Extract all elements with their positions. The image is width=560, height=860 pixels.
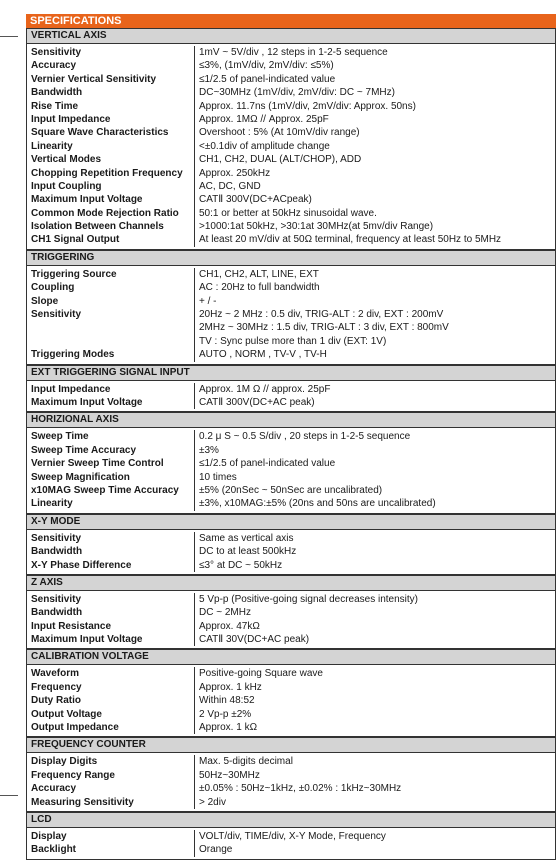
spec-value: ≤1/2.5 of panel-indicated value (199, 458, 336, 470)
section-body (27, 665, 555, 736)
spec-value: Approx. 250kHz (199, 167, 271, 179)
spec-label: Input Impedance (31, 113, 111, 125)
spec-label: Display (31, 830, 67, 842)
spec-label: Sweep Magnification (31, 471, 130, 483)
spec-label: Coupling (31, 282, 75, 294)
spec-value: Approx. 11.7ns (1mV/div, 2mV/div: Approx. 50ns) (199, 100, 416, 112)
spec-value: Within 48:52 (199, 695, 255, 707)
value-column (195, 667, 555, 734)
spec-sections (26, 28, 556, 860)
spec-label: Measuring Sensitivity (31, 796, 134, 808)
spec-value: 2 Vp-p ±2% (199, 708, 252, 720)
spec-label: Bandwidth (31, 607, 83, 619)
spec-value: DC to at least 500kHz (199, 546, 297, 558)
spec-value: 5 Vp-p (Positive-going signal decreases intensity) (199, 593, 418, 605)
spec-value: 0.2 μ S ~ 0.5 S/div , 20 steps in 1-2-5 sequence (199, 431, 411, 443)
label-column (27, 268, 195, 362)
spec-value: AUTO , NORM , TV-V , TV-H (199, 349, 327, 361)
spec-value: CH1, CH2, ALT, LINE, EXT (199, 268, 319, 280)
section-body (27, 591, 555, 649)
spec-label: x10MAG Sweep Time Accuracy (31, 484, 179, 496)
spec-section (26, 250, 556, 365)
spec-value: VOLT/div, TIME/div, X-Y Mode, Frequency (199, 830, 386, 842)
spec-value: Max. 5-digits decimal (199, 756, 293, 768)
spec-value: ≤1/2.5 of panel-indicated value (199, 73, 336, 85)
section-body (27, 428, 555, 512)
value-column (195, 830, 555, 857)
section-heading: EXT TRIGGERING SIGNAL INPUT (27, 365, 555, 381)
spec-label (31, 321, 194, 334)
value-column (195, 383, 555, 410)
spec-value: AC : 20Hz to full bandwidth (199, 282, 320, 294)
label-column (27, 532, 195, 572)
spec-label: Duty Ratio (31, 695, 81, 707)
spec-label: Chopping Repetition Frequency (31, 167, 183, 179)
spec-value: CATⅡ 300V(DC+ACpeak) (199, 194, 312, 206)
spec-label: Accuracy (31, 60, 77, 72)
section-heading: TRIGGERING (27, 250, 555, 266)
spec-label: Backlight (31, 844, 77, 856)
label-column (27, 430, 195, 510)
spec-label: Vernier Sweep Time Control (31, 458, 164, 470)
spec-value: Approx. 1M Ω // approx. 25pF (199, 383, 331, 395)
spec-label: X-Y Phase Difference (31, 559, 132, 571)
spec-value: Orange (199, 844, 233, 856)
label-column (27, 667, 195, 734)
spec-label: Output Voltage (31, 708, 102, 720)
spec-value: CATⅡ 300V(DC+AC peak) (199, 396, 315, 408)
spec-value: At least 20 mV/div at 50Ω terminal, frequency at least 50Hz to 5MHz (199, 234, 502, 246)
spec-label: Maximum Input Voltage (31, 194, 143, 206)
spec-label: Linearity (31, 140, 73, 152)
spec-value: 50Hz~30MHz (199, 769, 260, 781)
spec-value: Approx. 1 kΩ (199, 722, 258, 734)
section-heading: HORIZIONAL AXIS (27, 412, 555, 428)
spec-label: Slope (31, 295, 59, 307)
spec-section (26, 28, 556, 250)
spec-value: Same as vertical axis (199, 532, 294, 544)
value-column (195, 46, 555, 247)
spec-value: ≤3%, (1mV/div, 2mV/div: ≤5%) (199, 60, 334, 72)
spec-value: + / - (199, 295, 217, 307)
spec-label: Maximum Input Voltage (31, 396, 143, 408)
label-column (27, 46, 195, 247)
section-heading: X-Y MODE (27, 514, 555, 530)
spec-value: ≤3° at DC ~ 50kHz (199, 559, 283, 571)
spec-value: CATⅡ 30V(DC+AC peak) (199, 634, 310, 646)
spec-label: CH1 Signal Output (31, 234, 120, 246)
spec-label: Waveform (31, 668, 79, 680)
spec-value: ±3% (199, 444, 219, 456)
spec-label: Sensitivity (31, 309, 82, 321)
spec-section (26, 649, 556, 737)
spec-label: Common Mode Rejection Ratio (31, 207, 179, 219)
section-body (27, 828, 555, 859)
value-column (195, 593, 555, 647)
section-body (27, 530, 555, 574)
spec-label: Output Impedance (31, 722, 119, 734)
spec-value: 50:1 or better at 50kHz sinusoidal wave. (199, 207, 377, 219)
spec-label: Triggering Source (31, 268, 117, 280)
spec-value: ±0.05% : 50Hz~1kHz, ±0.02% : 1kHz~30MHz (199, 783, 402, 795)
spec-value: CH1, CH2, DUAL (ALT/CHOP), ADD (199, 154, 362, 166)
label-column (27, 383, 195, 410)
spec-value: >1000:1at 50kHz, >30:1at 30MHz(at 5mv/div Range) (199, 221, 434, 233)
spec-label: Vernier Vertical Sensitivity (31, 73, 157, 85)
spec-label: Sweep Time (31, 431, 89, 443)
spec-label: Triggering Modes (31, 349, 115, 361)
spec-value: 1mV ~ 5V/div , 12 steps in 1-2-5 sequence (199, 47, 388, 58)
spec-label: Bandwidth (31, 87, 83, 99)
spec-value: Approx. 1 kHz (199, 681, 262, 693)
section-body (27, 381, 555, 412)
spec-value: Approx. 47kΩ (199, 620, 260, 632)
spec-label: Input Coupling (31, 180, 102, 192)
spec-label: Vertical Modes (31, 154, 102, 166)
label-column (27, 755, 195, 809)
specifications-sheet (26, 14, 556, 860)
section-heading: FREQUENCY COUNTER (27, 737, 555, 753)
spec-label: Isolation Between Channels (31, 221, 164, 233)
margin-tick-bottom (0, 795, 18, 796)
spec-value: AC, DC, GND (199, 180, 261, 192)
spec-section (26, 575, 556, 650)
spec-label: Linearity (31, 498, 73, 510)
spec-value: <±0.1div of amplitude change (199, 140, 330, 152)
section-body (27, 266, 555, 364)
label-column (27, 593, 195, 647)
section-heading: Z AXIS (27, 575, 555, 591)
spec-label: Sweep Time Accuracy (31, 444, 137, 456)
page-title: SPECIFICATIONS (26, 14, 556, 28)
spec-value: TV : Sync pulse more than 1 div (EXT: 1V) (199, 335, 387, 347)
section-heading: LCD (27, 812, 555, 828)
spec-label: Maximum Input Voltage (31, 634, 143, 646)
spec-label: Sensitivity (31, 593, 82, 605)
spec-label: Input Impedance (31, 383, 111, 395)
value-column (195, 532, 555, 572)
spec-label: Bandwidth (31, 546, 83, 558)
spec-value: DC ~ 2MHz (199, 607, 251, 619)
spec-label: Square Wave Characteristics (31, 127, 169, 139)
value-column (195, 755, 555, 809)
spec-label: Sensitivity (31, 47, 82, 58)
spec-value: ±3%, x10MAG:±5% (20ns and 50ns are uncalibrated) (199, 498, 436, 510)
margin-tick-top (0, 36, 18, 37)
spec-value: Approx. 1MΩ // Approx. 25pF (199, 113, 329, 125)
section-heading: VERTICAL AXIS (27, 28, 555, 44)
spec-section (26, 412, 556, 513)
value-column (195, 430, 555, 510)
section-body (27, 44, 555, 249)
spec-label: Frequency (31, 681, 82, 693)
spec-section (26, 365, 556, 413)
spec-label: Input Resistance (31, 620, 112, 632)
section-heading: CALIBRATION VOLTAGE (27, 649, 555, 665)
spec-value: ±5% (20nSec ~ 50nSec are uncalibrated) (199, 484, 383, 496)
value-column (195, 268, 555, 362)
spec-label: Accuracy (31, 783, 77, 795)
spec-label: Sensitivity (31, 532, 82, 544)
spec-label: Display Digits (31, 756, 98, 768)
spec-value: > 2div (199, 796, 226, 808)
spec-value: DC~30MHz (1mV/div, 2mV/div: DC ~ 7MHz) (199, 87, 395, 99)
spec-label: Frequency Range (31, 769, 115, 781)
spec-value: 10 times (199, 471, 237, 483)
spec-value: Overshoot : 5% (At 10mV/div range) (199, 127, 360, 139)
spec-section (26, 737, 556, 812)
spec-value: 2MHz ~ 30MHz : 1.5 div, TRIG-ALT : 3 div, EXT : 800mV (199, 322, 449, 334)
label-column (27, 830, 195, 857)
spec-label: Rise Time (31, 100, 79, 112)
spec-value: Positive-going Square wave (199, 668, 323, 680)
spec-section (26, 812, 556, 860)
spec-value: 20Hz ~ 2 MHz : 0.5 div, TRIG-ALT : 2 div, EXT : 200mV (199, 309, 444, 321)
spec-section (26, 514, 556, 575)
spec-label (31, 335, 194, 348)
section-body (27, 753, 555, 811)
